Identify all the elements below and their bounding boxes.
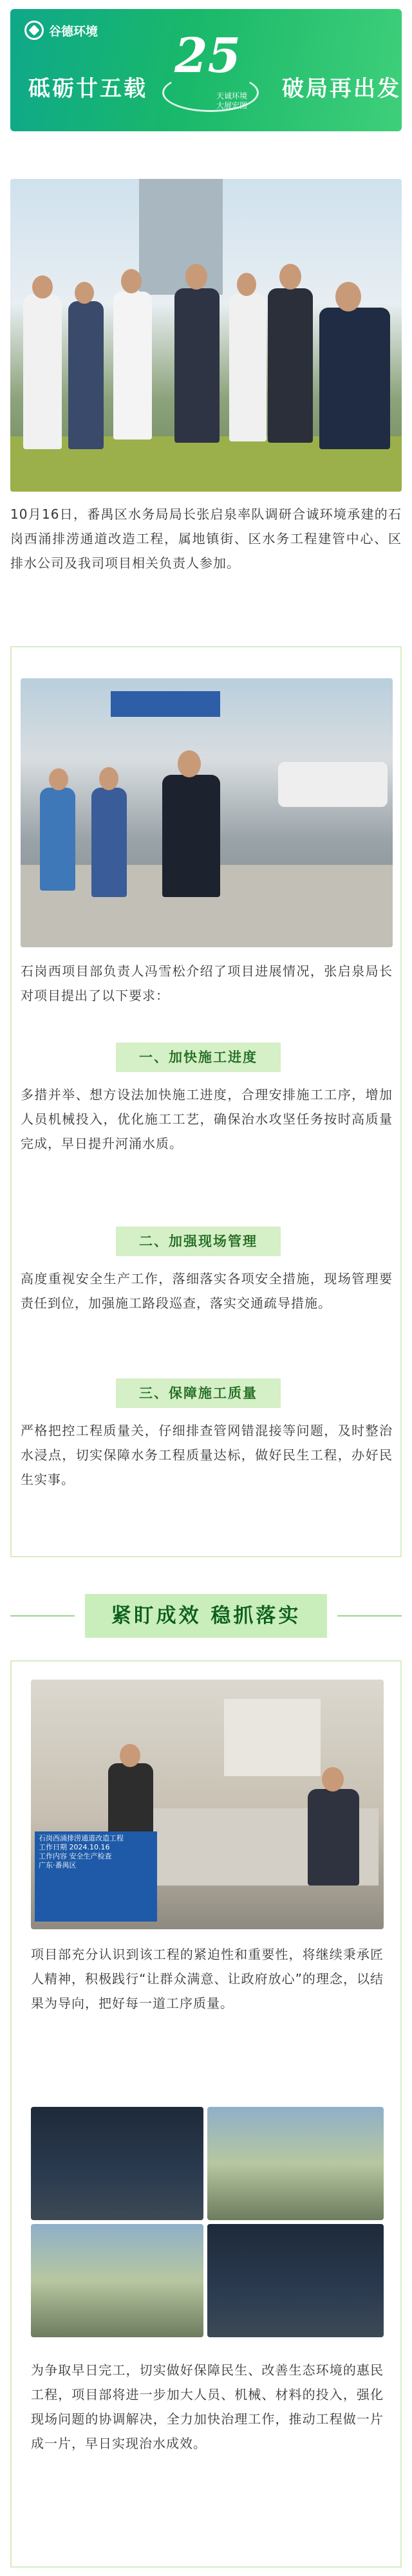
header-banner	[10, 9, 402, 131]
banner-slogan-left: 砥砺廿五载	[28, 76, 147, 102]
person-head	[32, 275, 53, 299]
photo-meeting-room	[31, 1680, 384, 1929]
banner-small-text: 天诚环境 大展宏图	[216, 91, 248, 110]
person	[91, 788, 127, 897]
requirement-text-1: 多措并举、想方设法加快施工进度，合理安排施工工序，增加人员机械投入，优化施工工艺，确保治水攻坚任务按时高质量完成，早日提升河涌水质。	[21, 1087, 393, 1151]
person-head	[49, 768, 68, 790]
person	[174, 288, 220, 443]
commitment-paragraph: 项目部充分认识到该工程的紧迫性和重要性，将继续秉承匠人精神，积极践行“让群众满意、让政府放心”的理念，以结果为导向，把好每一道工序质量。	[31, 1947, 384, 2011]
person-head	[237, 273, 256, 296]
closing-paragraph: 为争取早日完工，切实做好保障民生、改善生态环境的惠民工程，项目部将进一步加大人员、机械、材料的投入，强化现场问题的协调解决，全力加快治理工作，推动工程做一片成一片，早日实现治水成效。	[31, 2362, 384, 2451]
banner-slogan-right: 破局再出发	[282, 76, 401, 102]
person	[23, 295, 62, 449]
person	[268, 288, 313, 443]
person-head	[279, 264, 301, 290]
person-head	[322, 1767, 344, 1792]
person-head	[120, 1744, 140, 1767]
photo-night-construction	[31, 2107, 203, 2220]
anniversary-number: 25	[174, 28, 241, 84]
section-divider	[337, 1615, 402, 1617]
photo-road-works	[31, 2224, 203, 2337]
person-head	[185, 264, 207, 290]
requirements-card	[10, 646, 402, 1557]
logo-text: 谷德环境	[49, 24, 98, 39]
section-divider	[10, 1615, 75, 1617]
intro-paragraph: 10月16日，番禺区水务局局长张启泉率队调研合诚环境承建的石岗西涌排涝通道改造工程，属地镇街、区水务工程建管中心、区排水公司及我司项目相关负责人参加。	[10, 506, 402, 571]
person	[40, 788, 75, 891]
person	[308, 1789, 359, 1886]
person	[319, 308, 390, 449]
logo-icon	[24, 21, 44, 40]
briefing-paragraph: 石岗西项目部负责人冯雪松介绍了项目进展情况，张启泉局长对项目提出了以下要求：	[21, 963, 393, 1003]
photo-site-visit	[10, 179, 402, 492]
requirement-heading-1: 一、加快施工进度	[116, 1042, 281, 1072]
photo-street-inspection	[21, 678, 393, 947]
photo-excavator	[207, 2224, 384, 2337]
requirement-heading-3: 三、保障施工质量	[116, 1378, 281, 1408]
person-head	[335, 282, 361, 311]
photo-site-workers	[207, 2107, 384, 2220]
requirement-text-2: 高度重视安全生产工作，落细落实各项安全措施，现场管理要责任到位，加强施工路段巡查，落实交通疏导措施。	[21, 1271, 393, 1311]
results-card	[10, 1660, 402, 2568]
person	[162, 775, 220, 897]
section-title: 紧盯成效 稳抓落实	[85, 1594, 327, 1638]
shop-sign	[111, 691, 220, 717]
car	[278, 762, 388, 807]
building	[139, 179, 223, 295]
person-head	[121, 269, 142, 293]
window	[224, 1699, 321, 1776]
person	[68, 301, 104, 449]
person-head	[75, 282, 94, 304]
requirement-heading-2: 二、加强现场管理	[116, 1227, 281, 1256]
person-head	[178, 750, 201, 777]
person-head	[99, 767, 118, 790]
company-logo	[24, 21, 98, 40]
person	[113, 292, 152, 440]
requirement-text-3: 严格把控工程质量关，仔细排查管网错混接等问题，及时整治水浸点，切实保障水务工程质量达标，做好民生工程，办好民生实事。	[21, 1423, 393, 1487]
work-signboard: 石岗西涌排涝通道改造工程 工作日期 2024.10.16 工作内容 安全生产检查 广东·番禺区	[35, 1831, 157, 1922]
person	[229, 293, 267, 441]
